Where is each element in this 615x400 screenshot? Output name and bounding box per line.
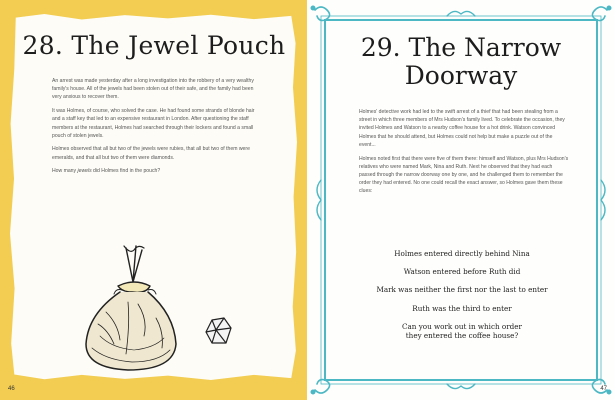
clue-item: Watson entered before Ruth did <box>403 267 521 277</box>
paragraph: Holmes noted first that there were five of them there: himself and Watson, plus Mrs Hudson's relatives who were named Mark, Nina and Ruth. Next he observed that they had each passed through the narrow doorway one by one, and he challenged them to remember the order they had entered. No one could recall the exact answer, so Holmes gave them these clues: <box>359 155 569 195</box>
puzzle-29-title <box>317 34 605 90</box>
jewel-pouch-illustration <box>78 244 183 374</box>
paragraph: Holmes observed that all but two of the jewels were rubies, that all but two of them were emeralds, and that all but two of them were diamonds. <box>52 146 250 161</box>
paragraph: An arrest was made yesterday after a long investigation into the robbery of a very wealthy family's house. All of the jewels had been stolen out of their safe, and the family had been very anxious to recover them. <box>52 78 254 101</box>
clue-item: Holmes entered directly behind Nina <box>394 249 530 258</box>
clue-item: Mark was neither the first nor the last to enter <box>376 285 548 295</box>
puzzle-29-question: they entered the coffee house? <box>405 330 519 340</box>
puzzle-29-body <box>359 108 569 201</box>
question-emphasis: jewels <box>77 168 92 175</box>
paragraph: It was Holmes, of course, who solved the case. He had found some strands of blonde hair and a staff key that led to an expensive restaurant in London. After questioning the staff members at the restaurant, Holmes had searched through their lockers and found a small pouch of stolen jewels. <box>52 108 255 139</box>
puzzle-28-question <box>52 167 262 175</box>
question-text: did Holmes find in the pouch? <box>91 168 161 175</box>
clue-item: Ruth was the third to enter <box>412 303 512 313</box>
title-line: 29. The Narrow <box>360 33 562 62</box>
title-line: Doorway <box>404 61 518 90</box>
puzzle-29-question: Can you work out in which order <box>402 321 522 331</box>
right-page <box>307 0 615 400</box>
paragraph: Holmes' detective work had led to the swift arrest of a thief that had been stealing from a street in which three members of Mrs Hudson's family lived. To celebrate the occasion, they invited Holmes and Watson to a nearby coffee house for a hot drink. Watson convinced Holmes that he should attend, but Holmes could not help but make a puzzle out of the event... <box>359 109 565 148</box>
left-page <box>0 0 307 400</box>
puzzle-28-title: 28. The Jewel Pouch <box>22 31 286 60</box>
page-number-right: 47 <box>600 386 607 392</box>
question-text: How many <box>52 168 78 175</box>
clue-list <box>337 249 587 340</box>
page-number-left: 46 <box>8 386 15 392</box>
puzzle-28-body <box>52 77 262 181</box>
gem-illustration <box>202 316 234 346</box>
